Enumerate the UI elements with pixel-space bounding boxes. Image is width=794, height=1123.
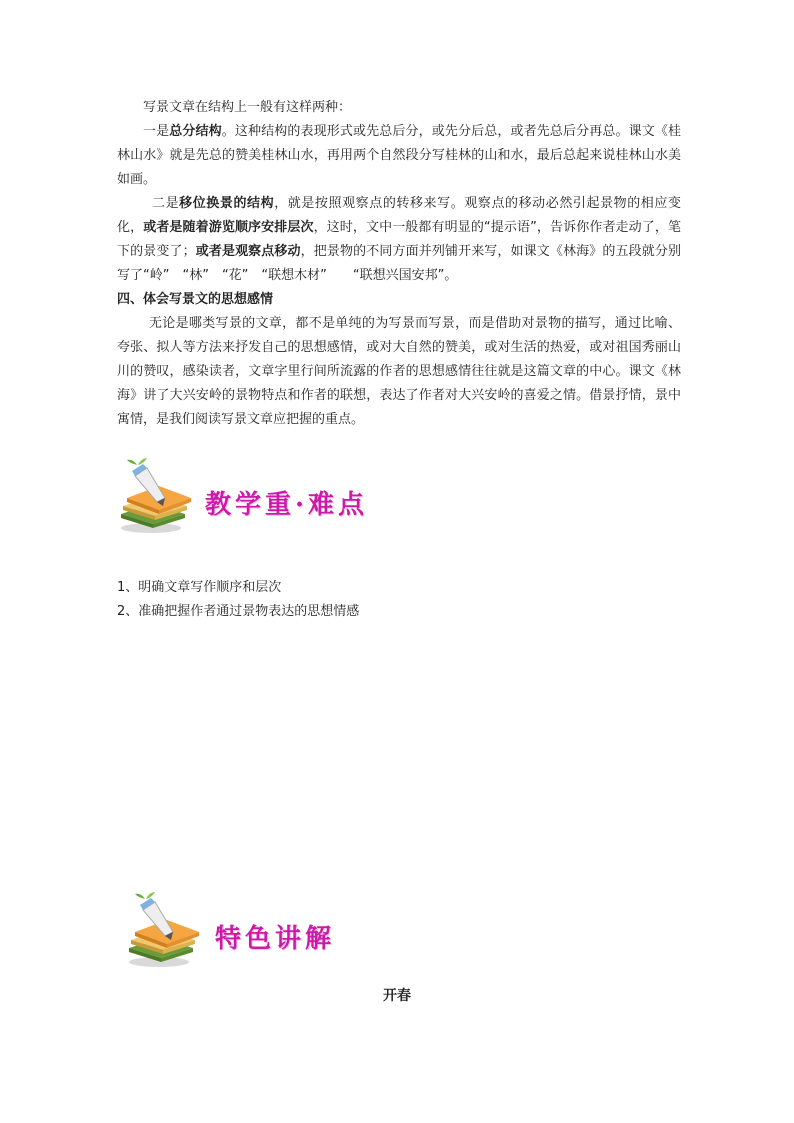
- intro-text: 写景文章在结构上一般有这样两种：: [143, 100, 352, 115]
- book-pen-icon: [121, 890, 211, 970]
- section-banner-features: [121, 890, 421, 970]
- text-span: ，就是按照观察点的转移来写。观察点的移动必然引起景物的相应变化，: [117, 196, 681, 235]
- text-span: 。这种结构的表现形式或先总后分，或先分后总，或者先总后分再总。课文《桂林山水》就是先总的赞美桂林山水，再用两个自然段分写桂林的山和水，最后总起来说桂林山水美如画。: [117, 124, 681, 187]
- article-body: [117, 96, 681, 432]
- structure-one-paragraph: [117, 120, 681, 192]
- key-points-list: [117, 576, 359, 624]
- bold-term: 移位换景的结构: [179, 196, 275, 211]
- text-span: 二是: [152, 196, 180, 211]
- list-item: 2、准确把握作者通过景物表达的思想情感: [117, 604, 360, 619]
- book-pen-icon: [113, 456, 203, 536]
- bold-term: 或者是观察点移动: [195, 244, 301, 259]
- banner-title: 特色讲解: [215, 924, 336, 954]
- text-span: 一是: [143, 124, 170, 139]
- text-span: ，把景物的不同方面并列铺开来写，如课文《林海》的五段就分别写了“岭” “林” “花” “联想木材” “联想兴国安邦”。: [117, 244, 681, 283]
- section-banner-key-points: [113, 456, 413, 536]
- bold-term: 总分结构: [169, 124, 222, 139]
- text-span: ，这时，文中一般都有明显的“提示语”，告诉你作者走动了，笔下的景变了；: [117, 220, 681, 259]
- intro-paragraph: [117, 96, 681, 120]
- list-item: 1、明确文章写作顺序和层次: [117, 580, 282, 595]
- section-four-heading: 四、体会写景文的思想感情: [117, 292, 274, 307]
- structure-two-paragraph: [117, 192, 681, 288]
- article-subtitle: 开春: [383, 988, 411, 1004]
- section-four-paragraph: 无论是哪类写景的文章，都不是单纯的为写景而写景，而是借助对景物的描写，通过比喻、夸张、拟人等方法来抒发自己的思想感情，或对大自然的赞美，或对生活的热爱，或对祖国秀丽山川的赞叹，感染读者，文章字里行间所流露的作者的思想感情往往就是这篇文章的中心。课文《林海》讲了大兴安岭的景物特点和作者的联想，表达了作者对大兴安岭的喜爱之情。借景抒情，景中寓情，是我们阅读写景文章应把握的重点。: [117, 316, 681, 427]
- banner-title: 教学重·难点: [205, 490, 369, 520]
- bold-term: 或者是随着游览顺序安排层次: [143, 220, 314, 235]
